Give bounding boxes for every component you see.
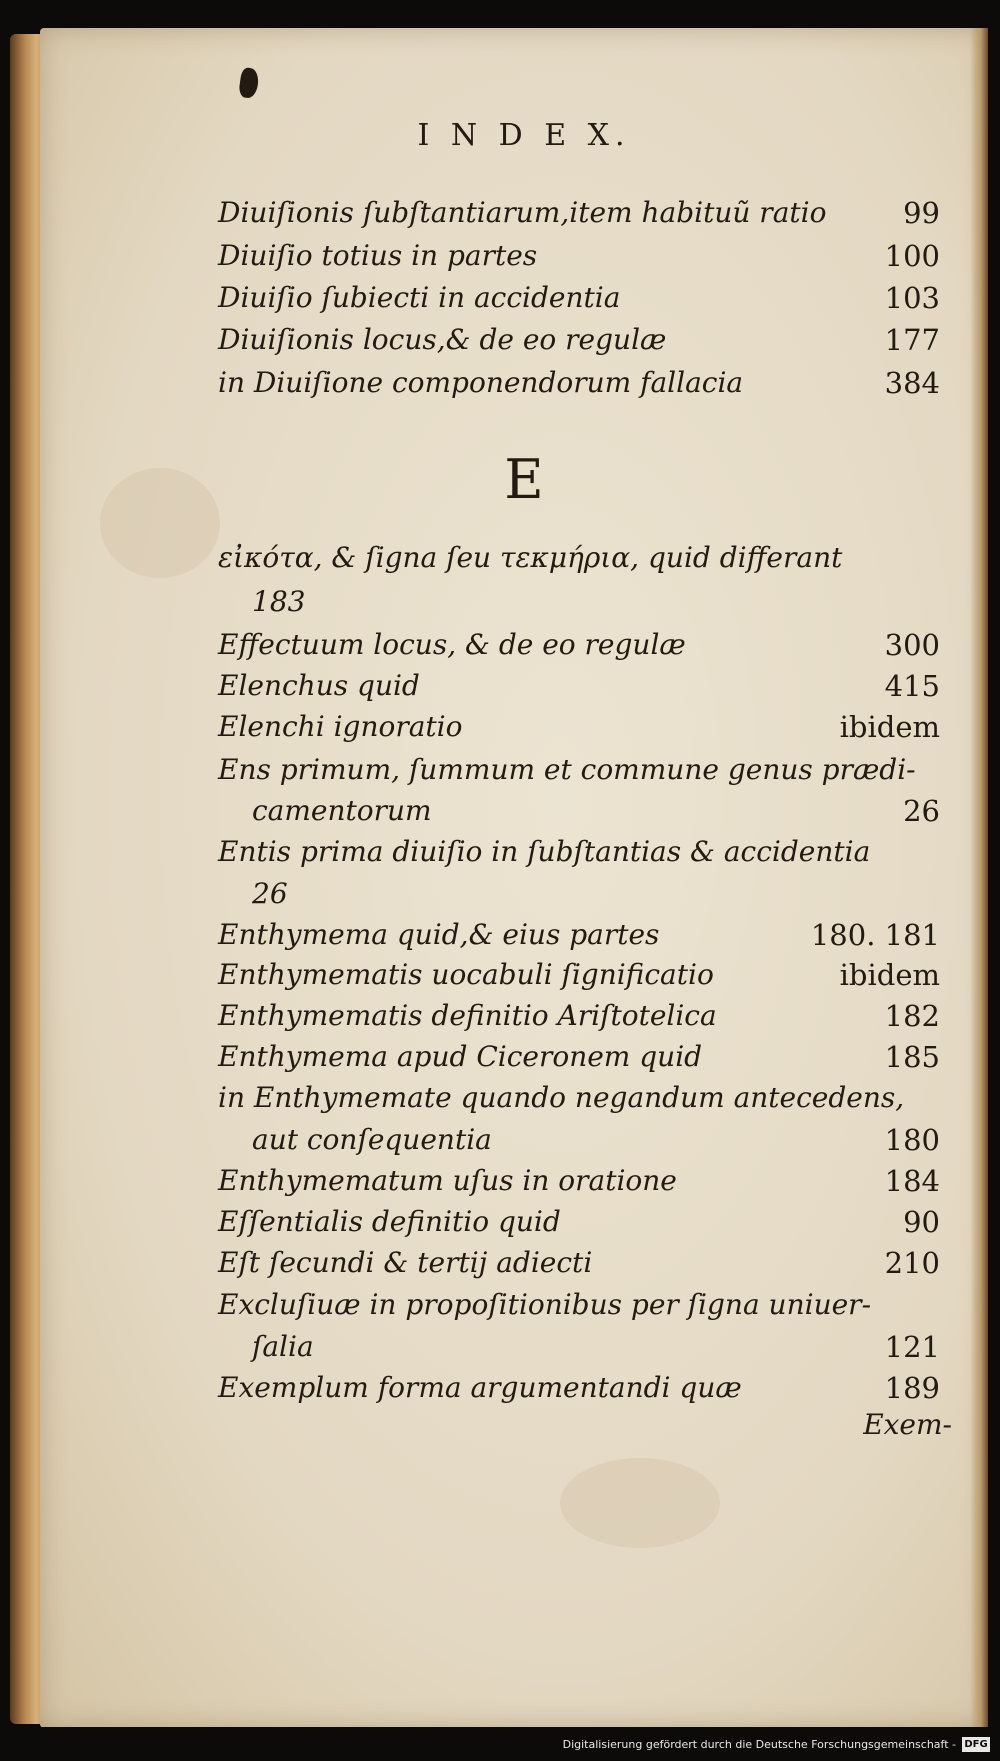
- entry-page: 100: [884, 239, 940, 273]
- index-entry: [218, 236, 940, 276]
- entry-text: aut conſequentia: [252, 1123, 492, 1156]
- index-entry: [218, 1202, 940, 1242]
- entry-text: Diuiſio ſubiecti in accidentia: [218, 281, 621, 314]
- entry-page: 180: [884, 1123, 940, 1157]
- index-entry: [218, 707, 940, 747]
- entry-text: Enthymema quid,& eius partes: [218, 918, 660, 951]
- entry-text: ſalia: [252, 1330, 314, 1363]
- index-entry: [218, 320, 940, 360]
- entry-text: Excluſiuæ in propoſitionibus per ſigna uniuer-: [218, 1288, 872, 1321]
- index-entry: [218, 666, 940, 706]
- entry-text: in Enthymemate quando negandum antecedens,: [218, 1081, 905, 1114]
- index-entry: [218, 193, 940, 233]
- index-entry: [218, 582, 940, 622]
- entry-text: Eſt ſecundi & tertij adiecti: [218, 1246, 593, 1279]
- entry-text: Entis prima diuiſio in ſubſtantias & accidentia: [218, 835, 871, 868]
- index-entry: [218, 996, 940, 1036]
- index-entry: [218, 791, 940, 831]
- entry-text: Enthymematis uocabuli ſignificatio: [218, 958, 714, 991]
- entry-text: εἰκότα, & ſigna ſeu τεκμήρια, quid differant: [218, 541, 843, 574]
- entry-text: Effectuum locus, & de eo regulæ: [218, 628, 686, 661]
- entry-text: Diuiſionis ſubſtantiarum,item habituũ ratio: [218, 196, 827, 229]
- entry-text: Elenchus quid: [218, 669, 420, 702]
- entry-text: Enthymema apud Ciceronem quid: [218, 1040, 703, 1073]
- entry-page: 99: [903, 196, 940, 230]
- entry-page: 180. 181: [810, 918, 940, 952]
- entry-text: Elenchi ignoratio: [218, 710, 463, 743]
- catchword: Exem-: [863, 1408, 952, 1441]
- index-entry: [218, 278, 940, 318]
- entry-page: 210: [884, 1246, 940, 1280]
- entry-page: 184: [884, 1164, 940, 1198]
- entry-page: 121: [884, 1330, 940, 1364]
- entry-text: Eſſentialis definitio quid: [218, 1205, 561, 1238]
- entry-text: camentorum: [252, 794, 432, 827]
- entry-page: 182: [884, 999, 940, 1033]
- page-gutter-shadow: [970, 28, 988, 1728]
- index-entry: [218, 874, 940, 914]
- entry-page: 384: [884, 366, 940, 400]
- index-entry: [218, 1327, 940, 1367]
- index-entry: [218, 1037, 940, 1077]
- entry-text: Enthymematis definitio Ariſtotelica: [218, 999, 717, 1032]
- entry-text: 183: [252, 585, 306, 618]
- section-letter: E: [504, 448, 544, 511]
- index-entry: [218, 1368, 940, 1408]
- index-entry: [218, 1078, 940, 1118]
- running-head: I N D E X.: [417, 118, 631, 153]
- index-entry: [218, 1161, 940, 1201]
- ink-blot: [238, 67, 260, 99]
- entry-page: 415: [884, 669, 940, 703]
- entry-page: 189: [884, 1371, 940, 1405]
- funding-credit: Digitalisierung gefördert durch die Deutsche Forschungsgemeinschaft -: [562, 1738, 956, 1751]
- entry-page: 26: [903, 794, 940, 828]
- entry-page: 90: [903, 1205, 940, 1239]
- entry-page: ibidem: [839, 958, 940, 992]
- index-entry: [218, 363, 940, 403]
- dfg-logo: DFG: [962, 1737, 990, 1752]
- entry-text: Ens primum, ſummum et commune genus prædi-: [218, 753, 916, 786]
- paper-stain: [560, 1458, 720, 1548]
- entry-page: ibidem: [839, 710, 940, 744]
- entry-text: 26: [252, 877, 288, 910]
- entry-page: 185: [884, 1040, 940, 1074]
- index-entry: [218, 915, 940, 955]
- index-entry: [218, 1285, 940, 1325]
- entry-text: Diuiſio totius in partes: [218, 239, 538, 272]
- entry-text: Enthymematum uſus in oratione: [218, 1164, 677, 1197]
- entry-page: 177: [884, 323, 940, 357]
- index-entry: [218, 1120, 940, 1160]
- entry-text: in Diuiſione componendorum fallacia: [218, 366, 744, 399]
- index-entry: [218, 1243, 940, 1283]
- entry-text: Exemplum forma argumentandi quæ: [218, 1371, 742, 1404]
- index-entry: [218, 750, 940, 790]
- entry-page: 103: [884, 281, 940, 315]
- entry-page: 300: [884, 628, 940, 662]
- index-entry: [218, 538, 940, 578]
- index-entry: [218, 955, 940, 995]
- index-entry: [218, 832, 940, 872]
- index-entry: [218, 625, 940, 665]
- entry-text: Diuiſionis locus,& de eo regulæ: [218, 323, 667, 356]
